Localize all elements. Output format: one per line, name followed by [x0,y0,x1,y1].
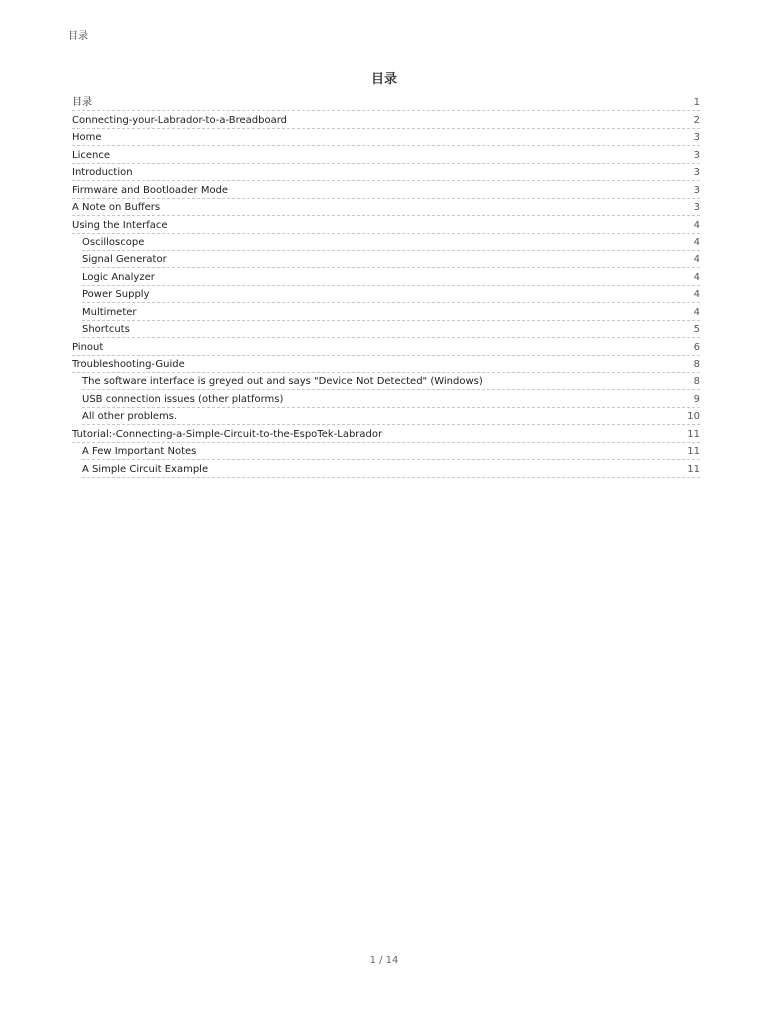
toc-entry[interactable] [82,234,700,251]
toc-entry-label[interactable]: Multimeter [82,306,137,318]
toc-entry-label[interactable]: Logic Analyzer [82,271,155,283]
toc-entry[interactable] [82,443,700,460]
toc-entry[interactable] [82,303,700,320]
table-of-contents [72,94,700,478]
toc-entry-page-number: 2 [693,114,700,126]
toc-entry-label[interactable]: A Few Important Notes [82,446,197,458]
toc-entry-page-number: 1 [693,97,700,109]
toc-entry-label[interactable]: Firmware and Bootloader Mode [72,184,229,196]
toc-entry-page-number: 8 [693,359,700,370]
toc-entry-label[interactable]: Signal Generator [82,254,167,266]
toc-entry-page-number: 4 [693,219,700,231]
toc-entry[interactable] [72,164,700,181]
toc-entry[interactable] [72,216,700,233]
toc-entry-label[interactable]: Tutorial:-Connecting-a-Simple-Circuit-to-the-EspoTek-Labrador [72,428,383,440]
toc-entry-label[interactable]: A Note on Buffers [72,202,161,214]
toc-entry-page-number: 3 [693,184,700,196]
toc-entry-label[interactable]: Introduction [72,167,133,179]
toc-title: 目录 [370,72,397,87]
toc-entry-page-number: 4 [693,289,700,301]
toc-entry-label[interactable]: Power Supply [82,289,150,301]
toc-entry[interactable] [72,94,700,111]
toc-entry[interactable] [72,199,700,216]
toc-entry-page-number: 3 [693,132,700,144]
toc-entry-label[interactable]: 目录 [72,97,92,109]
toc-entry-page-number: 9 [693,393,700,405]
toc-entry[interactable] [82,373,700,390]
toc-entry[interactable] [72,425,700,442]
page-number: 1 / 14 [369,955,399,966]
toc-entry-page-number: 5 [693,324,700,336]
toc-entry-label[interactable]: Troubleshooting-Guide [72,359,185,370]
toc-entry-page-number: 4 [693,306,700,318]
toc-entry-label[interactable]: A Simple Circuit Example [82,463,209,475]
toc-entry-page-number: 4 [693,254,700,266]
toc-entry-page-number: 11 [687,446,700,458]
toc-entry-label[interactable]: Licence [72,149,110,161]
toc-entry[interactable] [72,356,700,373]
toc-entry-page-number: 3 [693,149,700,161]
toc-entry[interactable] [82,251,700,268]
toc-entry[interactable] [82,321,700,338]
toc-entry-label[interactable]: Connecting-your-Labrador-to-a-Breadboard [72,114,287,126]
toc-entry[interactable] [72,181,700,198]
toc-entry[interactable] [82,268,700,285]
toc-entry-label[interactable]: Pinout [72,341,104,353]
toc-entry[interactable] [82,460,700,477]
toc-entry[interactable] [72,111,700,128]
toc-entry-page-number: 11 [687,428,700,440]
toc-entry-page-number: 10 [687,411,700,423]
toc-entry-page-number: 4 [693,236,700,248]
toc-entry-page-number: 8 [693,376,700,388]
toc-entry-label[interactable]: Shortcuts [82,324,130,336]
toc-entry-page-number: 3 [693,167,700,179]
toc-entry-label[interactable]: The software interface is greyed out and says "Device Not Detected" (Windows) [82,376,483,388]
toc-entry-page-number: 6 [693,341,700,353]
toc-entry-page-number: 11 [687,463,700,475]
toc-entry-page-number: 3 [693,202,700,214]
toc-entry[interactable] [72,338,700,355]
toc-entry-page-number: 4 [693,271,700,283]
toc-entry-label[interactable]: Home [72,132,102,144]
running-header: 目录 [68,31,88,42]
toc-entry-label[interactable]: All other problems. [82,411,178,423]
toc-entry[interactable] [72,129,700,146]
toc-entry-label[interactable]: USB connection issues (other platforms) [82,393,284,405]
toc-entry[interactable] [82,408,700,425]
toc-entry[interactable] [72,146,700,163]
toc-entry[interactable] [82,390,700,407]
toc-entry-label[interactable]: Using the Interface [72,219,168,231]
toc-entry-label[interactable]: Oscilloscope [82,236,145,248]
toc-entry[interactable] [82,286,700,303]
